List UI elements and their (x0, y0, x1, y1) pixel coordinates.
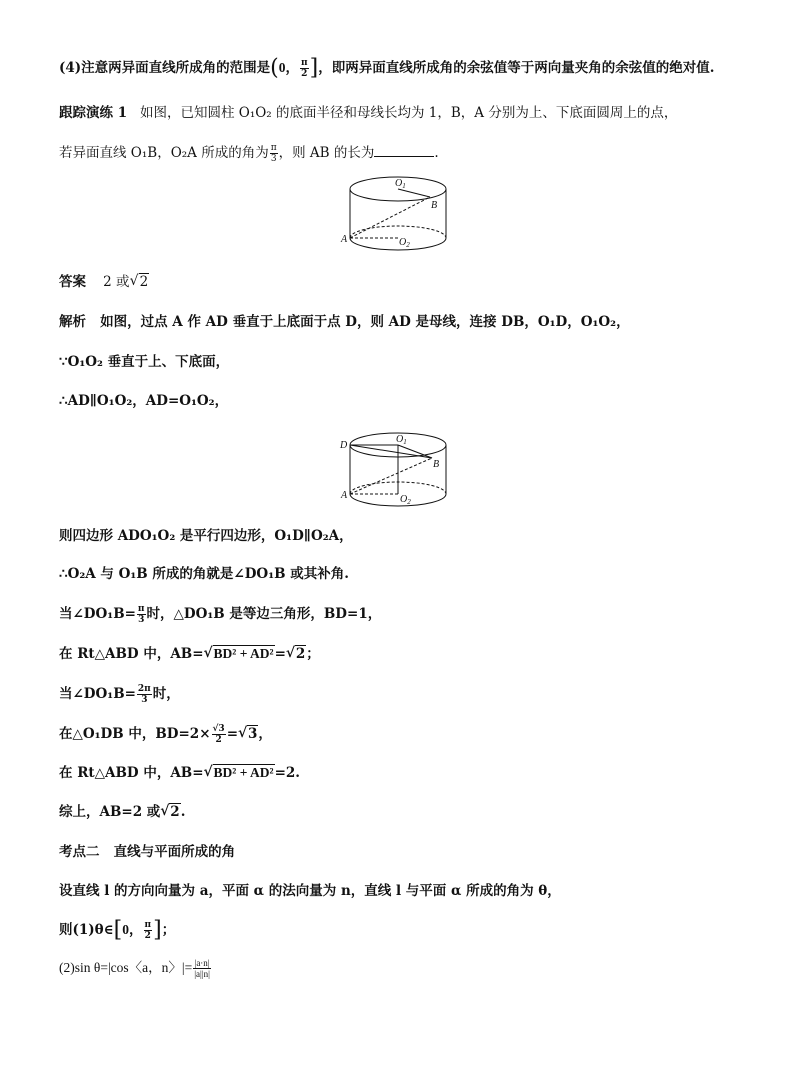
frac-den: |a||n| (194, 969, 210, 980)
exercise-question: 若异面直线 O₁B，O₂A 所成的角为 $\frac{\pi}{3}$ ，则 AB 的长为 . (59, 143, 439, 164)
frac-num: π (270, 143, 277, 153)
interval-close-bracket: ] (309, 55, 319, 81)
note-4 (59, 55, 715, 81)
answer (59, 272, 149, 292)
note-4-text: (4)注意两异面直线所成角的范围是 (59, 60, 271, 76)
frac-num: |a·n| (194, 958, 210, 969)
label-A: A (341, 234, 348, 245)
frac-den: 3 (141, 695, 148, 705)
label-O1: $O_1$ (396, 434, 407, 446)
equals: = (226, 726, 239, 742)
case-1-fraction (137, 604, 146, 625)
answer-radicand: 2 (139, 274, 149, 290)
section-label: 考点二 (59, 844, 100, 860)
label-O1: $O_1$ (395, 178, 406, 190)
case-2-result (59, 763, 300, 783)
question-text-end: ，则 AB 的长为 (278, 145, 375, 161)
exercise-label: 跟踪演练 1 (59, 105, 128, 121)
interval-upper-fraction (144, 920, 153, 941)
semicolon: ； (306, 646, 320, 662)
interval-open-bracket: ( (270, 55, 279, 81)
conclusion-text: 综上，AB=2 或 (59, 804, 161, 820)
question-text: 若异面直线 O₁B，O₂A 所成的角为 (59, 145, 269, 161)
section-title: 直线与平面所成的角 (113, 844, 236, 860)
step-parallelogram: 则四边形 ADO₁O₂ 是平行四边形，O₁D∥O₂A， (59, 528, 353, 544)
answer-label: 答案 (59, 274, 86, 290)
frac-num: π (301, 58, 308, 68)
frac-den: 2 (215, 735, 222, 745)
result-end: =2. (274, 765, 300, 781)
label-D: D (340, 440, 348, 451)
case-1-result (59, 644, 320, 664)
frac-den: 3 (138, 615, 145, 625)
case-2-bd (59, 724, 272, 745)
frac-den: 3 (270, 154, 277, 164)
note-4-text-end: ，即两异面直线所成角的余弦值等于两向量夹角的余弦值的绝对值. (318, 60, 715, 76)
exercise-text: 如图，已知圆柱 O₁O₂ 的底面半径和母线长均为 1，B，A 分别为上、下底面圆周上的点， (139, 105, 678, 121)
period: . (180, 804, 186, 820)
cylinder-figure-1 (338, 172, 458, 252)
rule-1-text: 则(1)θ∈ (59, 922, 114, 938)
case-2-text: 当∠DO₁B= (59, 686, 136, 702)
frac-den: 2 (301, 69, 308, 79)
radicand: 2 (295, 646, 306, 662)
answer-text: 2 或 (103, 274, 130, 290)
case-2 (59, 684, 180, 705)
frac-num: π (144, 920, 152, 930)
rule-2 (59, 958, 212, 979)
radicand: 2 (170, 804, 180, 820)
definition: 设直线 l 的方向向量为 a，平面 α 的法向量为 n，直线 l 与平面 α 所成的角为 θ， (59, 883, 561, 899)
label-O2: $O_2$ (400, 494, 411, 506)
cylinder-figure-2 (338, 428, 458, 508)
sqrt-result: √ 3 (238, 725, 258, 742)
case-2-text-end: 时， (152, 686, 180, 702)
semicolon: ； (161, 922, 176, 938)
frac-num: √3 (212, 724, 225, 734)
sqrt-result: √ 2 (160, 803, 180, 820)
interval-lower: 0， (122, 922, 143, 937)
analysis-text: 如图，过点 A 作 AD 垂直于上底面于点 D，则 AD 是母线，连接 DB，O₁D，O₁O₂， (100, 314, 630, 330)
interval-upper-fraction (300, 58, 309, 79)
case-2-result-text: 在 Rt△ABD 中，AB= (59, 765, 204, 781)
interval-lower: 0， (278, 60, 300, 75)
step-parallel: ∴AD∥O₁O₂，AD=O₁O₂， (59, 393, 229, 409)
rule-2-text: (2)sin θ=|cos〈a，n〉|= (59, 960, 193, 975)
sqrt-expression: √ BD² + AD² (203, 764, 274, 780)
label-A: A (341, 490, 348, 501)
angle-fraction (270, 143, 278, 164)
case-2-fraction (137, 684, 152, 705)
sqrt-result: √ 2 (285, 645, 306, 662)
radicand: 3 (248, 726, 258, 742)
answer-sqrt: √ 2 (129, 273, 149, 290)
comma: ， (258, 726, 272, 742)
analysis-intro (59, 312, 630, 332)
close-bracket: ] (153, 917, 162, 943)
frac-num: 2π (137, 684, 151, 694)
label-O2: $O_2$ (399, 237, 410, 249)
conclusion (59, 802, 185, 822)
label-B: B (433, 459, 440, 470)
analysis-label: 解析 (59, 314, 86, 330)
case-1-text: 当∠DO₁B= (59, 606, 136, 622)
case-1-text-end: 时，△DO₁B 是等边三角形，BD=1， (146, 606, 382, 622)
exercise-1 (59, 103, 677, 123)
case-1-result-text: 在 Rt△ABD 中，AB= (59, 646, 204, 662)
sqrt-expression: √ BD² + AD² (203, 645, 274, 661)
step-angle: ∴O₂A 与 O₁B 所成的角就是∠DO₁B 或其补角. (59, 566, 349, 582)
section-heading (59, 842, 235, 862)
equals: = (274, 646, 286, 662)
cos-fraction (193, 958, 211, 979)
frac-num: π (137, 604, 145, 614)
answer-blank (374, 144, 434, 157)
case-1 (59, 604, 381, 625)
radicand: BD² + AD² (213, 646, 274, 661)
sqrt3-over-2 (212, 724, 226, 745)
step-perpendicular: ∵O₁O₂ 垂直于上、下底面， (59, 354, 230, 370)
radicand: BD² + AD² (213, 765, 274, 780)
rule-1 (59, 917, 176, 943)
case-2-bd-text: 在△O₁DB 中，BD=2× (59, 726, 211, 742)
frac-den: 2 (144, 931, 151, 941)
open-bracket: [ (113, 917, 123, 943)
label-B: B (431, 200, 438, 211)
